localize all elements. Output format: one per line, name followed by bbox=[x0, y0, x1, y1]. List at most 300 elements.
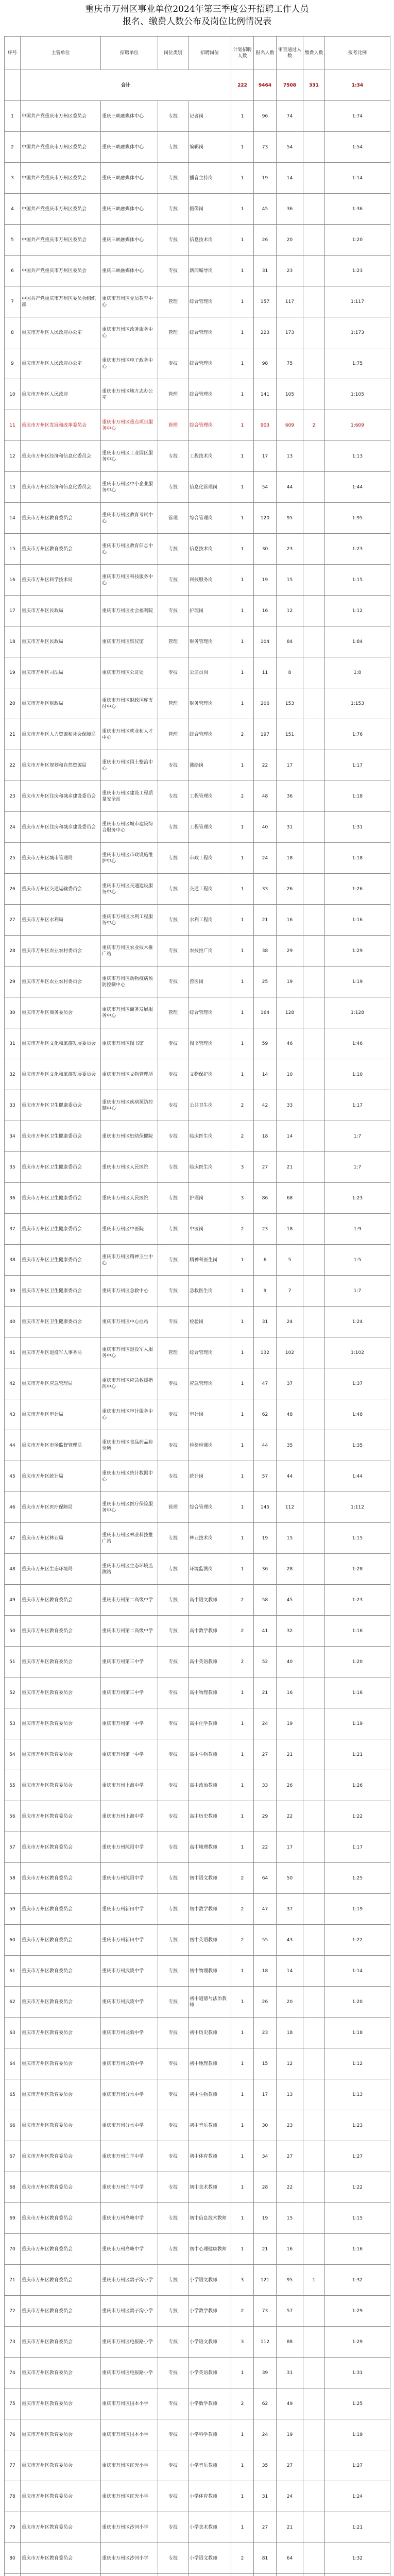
cell-passed: 49 bbox=[277, 2388, 303, 2419]
cell-seq: 75 bbox=[5, 2388, 21, 2419]
cell-passed: 57 bbox=[277, 2296, 303, 2327]
table-row bbox=[5, 1307, 390, 1337]
cell-pos-type: 管理 bbox=[158, 503, 189, 534]
cell-dept: 重庆市万州区人民政府 bbox=[21, 379, 101, 410]
table-row bbox=[5, 503, 390, 534]
cell-plan: 1 bbox=[231, 874, 254, 905]
cell-post: 综合管理岗 bbox=[189, 317, 231, 348]
cell-post: 初中语文教师 bbox=[189, 1863, 231, 1894]
cell-pos-type: 管理 bbox=[158, 379, 189, 410]
table-row bbox=[5, 2388, 390, 2419]
cell-registered: 59 bbox=[254, 1028, 277, 1059]
cell-plan: 2 bbox=[231, 1647, 254, 1677]
cell-unit: 重庆市万州区图书馆 bbox=[101, 1028, 158, 1059]
cell-registered: 29 bbox=[254, 1801, 277, 1832]
cell-dept: 重庆市万州区教育委员会 bbox=[21, 1894, 101, 1925]
cell-ratio: 1:23 bbox=[325, 534, 390, 565]
cell-seq: 67 bbox=[5, 2141, 21, 2172]
cell-seq: 9 bbox=[5, 348, 21, 379]
cell-dept: 重庆市万州区卫生健康委员会 bbox=[21, 1183, 101, 1214]
cell-post: 播音主持岗 bbox=[189, 163, 231, 194]
cell-post: 信息化管理岗 bbox=[189, 472, 231, 503]
cell-pos-type: 专技 bbox=[158, 750, 189, 781]
cell-seq: 28 bbox=[5, 936, 21, 967]
cell-plan: 1 bbox=[231, 132, 254, 163]
cell-seq: 22 bbox=[5, 750, 21, 781]
table-row bbox=[5, 565, 390, 596]
cell-paid bbox=[303, 657, 325, 688]
cell-ratio: 1:44 bbox=[325, 1461, 390, 1492]
cell-plan: 3 bbox=[231, 2327, 254, 2358]
cell-ratio: 1:105 bbox=[325, 379, 390, 410]
cell-dept: 重庆市万州区文化和旅游发展委员会 bbox=[21, 1028, 101, 1059]
cell-plan: 1 bbox=[231, 2481, 254, 2512]
cell-post: 财务管理岗 bbox=[189, 626, 231, 657]
table-row bbox=[5, 2327, 390, 2358]
cell-unit: 重庆市万州区商务发展服务中心 bbox=[101, 997, 158, 1028]
table-row bbox=[5, 1276, 390, 1307]
cell-pos-type: 专技 bbox=[158, 1090, 189, 1121]
cell-pos-type: 专技 bbox=[158, 936, 189, 967]
cell-registered: 42 bbox=[254, 1090, 277, 1121]
cell-registered: 18 bbox=[254, 1956, 277, 1987]
cell-passed: 95 bbox=[277, 503, 303, 534]
cell-plan: 2 bbox=[231, 2388, 254, 2419]
cell-pos-type: 专技 bbox=[158, 225, 189, 256]
cell-ratio: 1:36 bbox=[325, 194, 390, 225]
cell-plan: 1 bbox=[231, 1461, 254, 1492]
cell-post: 工程技术岗 bbox=[189, 441, 231, 472]
table-row bbox=[5, 1987, 390, 2018]
cell-ratio: 1:37 bbox=[325, 1368, 390, 1399]
cell-paid bbox=[303, 1337, 325, 1368]
cell-unit: 重庆市万州纯阳中学 bbox=[101, 1832, 158, 1863]
cell-unit: 重庆市万州第三中学 bbox=[101, 1647, 158, 1677]
cell-pos-type: 专技 bbox=[158, 472, 189, 503]
cell-dept: 重庆市万州区卫生健康委员会 bbox=[21, 1307, 101, 1337]
cell-unit: 重庆市万州区科技服务中心 bbox=[101, 565, 158, 596]
document-title bbox=[0, 3, 394, 28]
table-row bbox=[5, 132, 390, 163]
cell-dept: 中国共产党重庆市万州区委员会 bbox=[21, 225, 101, 256]
cell-post: 小学英语教师 bbox=[189, 2358, 231, 2388]
cell-plan: 2 bbox=[231, 1090, 254, 1121]
cell-post: 小学音乐教师 bbox=[189, 2450, 231, 2481]
cell-paid bbox=[303, 286, 325, 317]
cell-dept: 重庆市万州区教育委员会 bbox=[21, 2079, 101, 2110]
cell-plan: 1 bbox=[231, 1337, 254, 1368]
cell-registered: 73 bbox=[254, 132, 277, 163]
totals-ratio: 1:34 bbox=[325, 70, 390, 101]
cell-registered: 55 bbox=[254, 1925, 277, 1956]
cell-ratio: 1:102 bbox=[325, 1337, 390, 1368]
cell-unit: 重庆市万州区医疗保险服务中心 bbox=[101, 1492, 158, 1523]
cell-post: 检验检测岗 bbox=[189, 1430, 231, 1461]
cell-ratio: 1:15 bbox=[325, 2203, 390, 2234]
cell-registered: 44 bbox=[254, 1430, 277, 1461]
cell-paid bbox=[303, 1677, 325, 1708]
cell-seq: 55 bbox=[5, 1770, 21, 1801]
totals-seq-cell bbox=[5, 70, 21, 101]
cell-passed: 36 bbox=[277, 194, 303, 225]
cell-plan: 2 bbox=[231, 1894, 254, 1925]
cell-ratio: 1:35 bbox=[325, 1430, 390, 1461]
cell-passed: 14 bbox=[277, 1956, 303, 1987]
cell-dept: 重庆市万州区教育委员会 bbox=[21, 2327, 101, 2358]
cell-paid bbox=[303, 2296, 325, 2327]
cell-seq: 20 bbox=[5, 688, 21, 719]
table-row bbox=[5, 2358, 390, 2388]
cell-ratio: 1:54 bbox=[325, 132, 390, 163]
cell-plan: 1 bbox=[231, 503, 254, 534]
cell-ratio: 1:16 bbox=[325, 905, 390, 936]
cell-post: 初中体育教师 bbox=[189, 2141, 231, 2172]
cell-pos-type: 专技 bbox=[158, 441, 189, 472]
cell-unit: 重庆市万州区鸽子沟小学 bbox=[101, 2265, 158, 2296]
cell-unit: 重庆三峡融媒体中心 bbox=[101, 101, 158, 132]
table-row bbox=[5, 2203, 390, 2234]
cell-passed: 16 bbox=[277, 1677, 303, 1708]
cell-dept: 重庆市万州区科学技术局 bbox=[21, 565, 101, 596]
cell-seq: 12 bbox=[5, 441, 21, 472]
cell-ratio: 1:16 bbox=[325, 2234, 390, 2265]
cell-ratio: 1:74 bbox=[325, 101, 390, 132]
table-row bbox=[5, 626, 390, 657]
cell-registered: 38 bbox=[254, 936, 277, 967]
cell-pos-type: 专技 bbox=[158, 1368, 189, 1399]
cell-registered: 45 bbox=[254, 194, 277, 225]
cell-passed: 173 bbox=[277, 317, 303, 348]
table-body bbox=[5, 70, 390, 2576]
cell-passed: 112 bbox=[277, 1492, 303, 1523]
cell-unit: 重庆市万州区统计数据中心 bbox=[101, 1461, 158, 1492]
table-row bbox=[5, 2172, 390, 2203]
cell-paid bbox=[303, 2110, 325, 2141]
cell-registered: 36 bbox=[254, 1554, 277, 1585]
cell-ratio: 1:112 bbox=[325, 1492, 390, 1523]
cell-post: 摄像岗 bbox=[189, 194, 231, 225]
cell-seq: 46 bbox=[5, 1492, 21, 1523]
cell-ratio: 1:19 bbox=[325, 1708, 390, 1739]
cell-passed: 8 bbox=[277, 657, 303, 688]
cell-paid bbox=[303, 1770, 325, 1801]
cell-seq: 63 bbox=[5, 2018, 21, 2048]
title-line-1: 重庆市万州区事业单位2024年第三季度公开招聘工作人员 bbox=[85, 4, 309, 14]
cell-dept: 重庆市万州区教育委员会 bbox=[21, 1832, 101, 1863]
table-row bbox=[5, 967, 390, 997]
cell-pos-type: 专技 bbox=[158, 905, 189, 936]
cell-paid bbox=[303, 2543, 325, 2574]
cell-dept: 重庆市万州区统计局 bbox=[21, 1461, 101, 1492]
cell-registered: 98 bbox=[254, 348, 277, 379]
cell-dept: 重庆市万州区教育委员会 bbox=[21, 1956, 101, 1987]
cell-paid bbox=[303, 626, 325, 657]
cell-paid bbox=[303, 2481, 325, 2512]
cell-seq: 70 bbox=[5, 2234, 21, 2265]
cell-registered: 41 bbox=[254, 1616, 277, 1647]
cell-seq: 5 bbox=[5, 225, 21, 256]
cell-paid bbox=[303, 1925, 325, 1956]
cell-post: 交通工程岗 bbox=[189, 874, 231, 905]
cell-dept: 重庆市万州区城市管理局 bbox=[21, 843, 101, 874]
cell-seq: 26 bbox=[5, 874, 21, 905]
cell-pos-type: 专技 bbox=[158, 1152, 189, 1183]
cell-paid bbox=[303, 1430, 325, 1461]
cell-paid bbox=[303, 1461, 325, 1492]
cell-paid bbox=[303, 503, 325, 534]
cell-ratio: 1:5 bbox=[325, 1245, 390, 1276]
cell-paid bbox=[303, 1708, 325, 1739]
cell-dept: 重庆市万州区生态环境局 bbox=[21, 1554, 101, 1585]
cell-passed: 43 bbox=[277, 1925, 303, 1956]
cell-seq: 18 bbox=[5, 626, 21, 657]
cell-dept: 重庆市万州区教育委员会 bbox=[21, 503, 101, 534]
table-row bbox=[5, 812, 390, 843]
cell-pos-type: 专技 bbox=[158, 2203, 189, 2234]
cell-pos-type: 专技 bbox=[158, 1399, 189, 1430]
header-seq: 序号 bbox=[5, 37, 21, 70]
cell-passed: 32 bbox=[277, 1616, 303, 1647]
cell-dept: 重庆市万州区教育委员会 bbox=[21, 1925, 101, 1956]
cell-seq: 57 bbox=[5, 1832, 21, 1863]
cell-ratio: 1:19 bbox=[325, 2419, 390, 2450]
cell-ratio: 1:20 bbox=[325, 225, 390, 256]
cell-ratio: 1:32 bbox=[325, 2543, 390, 2574]
cell-dept: 重庆市万州区卫生健康委员会 bbox=[21, 1214, 101, 1245]
title-line-2: 报名、缴费人数公布及岗位比例情况表 bbox=[123, 16, 271, 27]
cell-paid bbox=[303, 1183, 325, 1214]
cell-passed: 33 bbox=[277, 1090, 303, 1121]
cell-post: 中医岗 bbox=[189, 1214, 231, 1245]
cell-passed: 20 bbox=[277, 225, 303, 256]
cell-paid bbox=[303, 2141, 325, 2172]
cell-plan: 1 bbox=[231, 1770, 254, 1801]
cell-pos-type: 专技 bbox=[158, 1461, 189, 1492]
cell-ratio: 1:13 bbox=[325, 441, 390, 472]
cell-ratio: 1:23 bbox=[325, 256, 390, 286]
cell-unit: 重庆市万州武陵中学 bbox=[101, 1956, 158, 1987]
cell-passed: 105 bbox=[277, 379, 303, 410]
cell-pos-type: 专技 bbox=[158, 2419, 189, 2450]
cell-ratio: 1:17 bbox=[325, 1832, 390, 1863]
table-row bbox=[5, 2141, 390, 2172]
cell-registered: 17 bbox=[254, 2079, 277, 2110]
cell-ratio: 1:75 bbox=[325, 348, 390, 379]
cell-post: 综合管理岗 bbox=[189, 348, 231, 379]
cell-post: 小学体育教师 bbox=[189, 2481, 231, 2512]
cell-dept: 重庆市万州区市场监督管理局 bbox=[21, 1430, 101, 1461]
cell-plan: 1 bbox=[231, 657, 254, 688]
cell-passed: 50 bbox=[277, 1863, 303, 1894]
cell-unit: 重庆市万州区中心血站 bbox=[101, 1307, 158, 1337]
cell-seq: 17 bbox=[5, 596, 21, 626]
cell-post: 高中政治教师 bbox=[189, 1770, 231, 1801]
cell-dept: 重庆市万州区教育委员会 bbox=[21, 2481, 101, 2512]
cell-seq bbox=[5, 2574, 21, 2576]
cell-paid bbox=[303, 1585, 325, 1616]
table-row bbox=[5, 1616, 390, 1647]
cell-paid bbox=[303, 534, 325, 565]
cell-dept: 中国共产党重庆市万州区委员会 bbox=[21, 256, 101, 286]
cell-ratio: 1:9 bbox=[325, 1214, 390, 1245]
cell-post: 测绘岗 bbox=[189, 750, 231, 781]
header-unit: 招聘单位 bbox=[101, 37, 158, 70]
cell-post: 初中信息技术教师 bbox=[189, 2203, 231, 2234]
cell-plan: 2 bbox=[231, 1863, 254, 1894]
cell-passed: 29 bbox=[277, 936, 303, 967]
table-row bbox=[5, 1090, 390, 1121]
cell-paid bbox=[303, 1863, 325, 1894]
cell-registered: 57 bbox=[254, 1461, 277, 1492]
cell-post: 高中语文教师 bbox=[189, 1585, 231, 1616]
cell-pos-type bbox=[158, 2574, 189, 2576]
cell-passed: 31 bbox=[277, 812, 303, 843]
cell-dept: 重庆市万州区教育委员会 bbox=[21, 2543, 101, 2574]
cell-pos-type: 专技 bbox=[158, 1214, 189, 1245]
cell-registered: 52 bbox=[254, 1647, 277, 1677]
cell-seq: 21 bbox=[5, 719, 21, 750]
cell-post: 综合管理岗 bbox=[189, 1337, 231, 1368]
cell-pos-type: 专技 bbox=[158, 874, 189, 905]
cell-dept: 重庆市万州区卫生健康委员会 bbox=[21, 1245, 101, 1276]
cell-post: 新闻编导岗 bbox=[189, 256, 231, 286]
cell-dept: 重庆市万州区教育委员会 bbox=[21, 1616, 101, 1647]
cell-unit: 重庆市万州第二高级中学 bbox=[101, 1585, 158, 1616]
cell-dept: 中国共产党重庆市万州区委员会 bbox=[21, 194, 101, 225]
cell-paid bbox=[303, 2419, 325, 2450]
cell-plan: 1 bbox=[231, 101, 254, 132]
cell-pos-type: 专技 bbox=[158, 2543, 189, 2574]
cell-dept: 中国共产党重庆市万州区委员会 bbox=[21, 132, 101, 163]
cell-paid bbox=[303, 750, 325, 781]
cell-ratio: 1:20 bbox=[325, 1647, 390, 1677]
cell-passed: 15 bbox=[277, 2203, 303, 2234]
cell-post: 文物保护岗 bbox=[189, 1059, 231, 1090]
table-row bbox=[5, 1461, 390, 1492]
table-row bbox=[5, 2079, 390, 2110]
cell-ratio: 1:609 bbox=[325, 410, 390, 441]
cell-seq: 14 bbox=[5, 503, 21, 534]
cell-ratio: 1:29 bbox=[325, 936, 390, 967]
cell-passed: 36 bbox=[277, 781, 303, 812]
cell-post: 小学语文教师 bbox=[189, 2327, 231, 2358]
table-row bbox=[5, 286, 390, 317]
cell-unit: 重庆三峡融媒体中心 bbox=[101, 132, 158, 163]
totals-registered: 9464 bbox=[254, 70, 277, 101]
cell-passed: 68 bbox=[277, 1183, 303, 1214]
cell-seq: 68 bbox=[5, 2172, 21, 2203]
cell-post: 小学科学教师 bbox=[189, 2419, 231, 2450]
cell-registered: 141 bbox=[254, 379, 277, 410]
cell-pos-type: 专技 bbox=[158, 2481, 189, 2512]
cell-paid bbox=[303, 1647, 325, 1677]
table-row bbox=[5, 1585, 390, 1616]
cell-ratio: 1:12 bbox=[325, 2048, 390, 2079]
cell-plan: 1 bbox=[231, 2512, 254, 2543]
cell-dept: 重庆市万州区卫生健康委员会 bbox=[21, 1152, 101, 1183]
cell-passed: 54 bbox=[277, 132, 303, 163]
cell-seq: 8 bbox=[5, 317, 21, 348]
cell-pos-type: 专技 bbox=[158, 657, 189, 688]
cell-unit: 重庆市万州区中医院 bbox=[101, 1214, 158, 1245]
cell-post: 高中地理教师 bbox=[189, 1832, 231, 1863]
cell-passed: 44 bbox=[277, 1461, 303, 1492]
cell-plan: 1 bbox=[231, 997, 254, 1028]
cell-plan: 1 bbox=[231, 1028, 254, 1059]
cell-ratio: 1:117 bbox=[325, 286, 390, 317]
cell-registered: 26 bbox=[254, 225, 277, 256]
cell-dept: 重庆市万州区教育委员会 bbox=[21, 1770, 101, 1801]
cell-ratio: 1:24 bbox=[325, 1307, 390, 1337]
cell-post: 初中道德与法治教师 bbox=[189, 1987, 231, 2018]
cell-unit: 重庆市万州第三中学 bbox=[101, 1677, 158, 1708]
cell-seq: 3 bbox=[5, 163, 21, 194]
cell-pos-type: 专技 bbox=[158, 2048, 189, 2079]
cell-dept: 重庆市万州区教育委员会 bbox=[21, 2234, 101, 2265]
cell-unit: 重庆市万州区急救中心 bbox=[101, 1276, 158, 1307]
cell-unit: 重庆三峡融媒体中心 bbox=[101, 256, 158, 286]
cell-registered: 16 bbox=[254, 596, 277, 626]
cell-unit: 重庆市万州区中小企业服务中心 bbox=[101, 472, 158, 503]
cell-pos-type: 管理 bbox=[158, 317, 189, 348]
cell-unit: 重庆市万州区城市建设综合服务中心 bbox=[101, 812, 158, 843]
cell-registered: 25 bbox=[254, 967, 277, 997]
table-row bbox=[5, 596, 390, 626]
totals-row bbox=[5, 70, 390, 101]
cell-post: 编辑岗 bbox=[189, 132, 231, 163]
cell-plan bbox=[231, 2574, 254, 2576]
cell-post: 临床医生岗 bbox=[189, 1152, 231, 1183]
cell-pos-type: 专技 bbox=[158, 1616, 189, 1647]
cell-unit: 重庆市万州区教育信息中心 bbox=[101, 534, 158, 565]
cell-seq: 48 bbox=[5, 1554, 21, 1585]
cell-plan: 1 bbox=[231, 1368, 254, 1399]
cell-seq: 33 bbox=[5, 1090, 21, 1121]
cell-registered: 81 bbox=[254, 2543, 277, 2574]
cell-unit: 重庆三峡融媒体中心 bbox=[101, 194, 158, 225]
header-plan: 计划招聘人数 bbox=[231, 37, 254, 70]
cell-registered: 19 bbox=[254, 1523, 277, 1554]
cell-unit: 重庆市万州区重点项目服务中心 bbox=[101, 410, 158, 441]
table-row bbox=[5, 194, 390, 225]
cell-passed: 21 bbox=[277, 1152, 303, 1183]
cell-paid bbox=[303, 317, 325, 348]
cell-passed: 17 bbox=[277, 1832, 303, 1863]
cell-dept: 重庆市万州区教育委员会 bbox=[21, 534, 101, 565]
table-row bbox=[5, 750, 390, 781]
cell-post: 高中历史教师 bbox=[189, 1801, 231, 1832]
cell-paid bbox=[303, 596, 325, 626]
table-row bbox=[5, 2512, 390, 2543]
cell-seq: 30 bbox=[5, 997, 21, 1028]
cell-unit: 重庆市万州纯阳中学 bbox=[101, 1863, 158, 1894]
cell-registered: 33 bbox=[254, 874, 277, 905]
cell-seq: 53 bbox=[5, 1708, 21, 1739]
header-dept: 主管单位 bbox=[21, 37, 101, 70]
cell-registered: 33 bbox=[254, 1770, 277, 1801]
cell-registered: 164 bbox=[254, 997, 277, 1028]
cell-ratio: 1:10 bbox=[325, 1059, 390, 1090]
cell-paid bbox=[303, 2018, 325, 2048]
table-row bbox=[5, 1214, 390, 1245]
cell-seq: 76 bbox=[5, 2419, 21, 2450]
cell-seq: 25 bbox=[5, 843, 21, 874]
cell-passed: 23 bbox=[277, 534, 303, 565]
cell-plan: 1 bbox=[231, 1739, 254, 1770]
cell-plan: 1 bbox=[231, 688, 254, 719]
cell-ratio: 1:29 bbox=[325, 2327, 390, 2358]
cell-dept: 重庆市万州区林业局 bbox=[21, 1523, 101, 1554]
